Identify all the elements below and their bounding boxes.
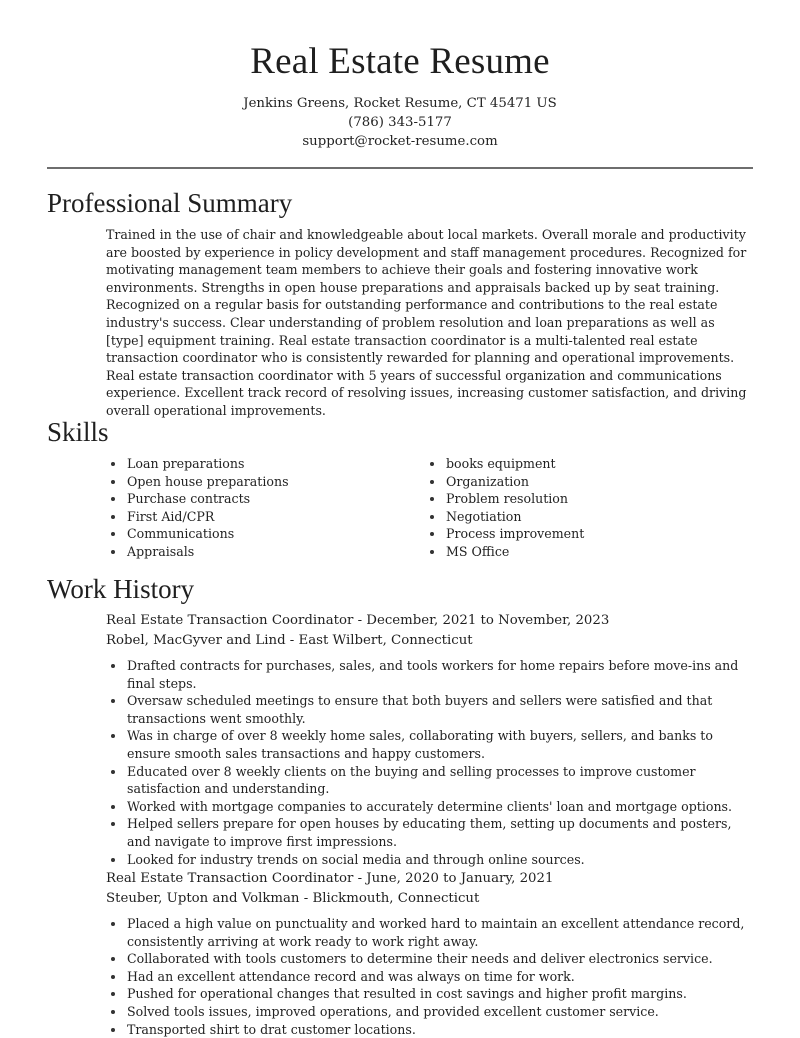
skill-item: Negotiation — [425, 508, 584, 526]
job-bullet: Helped sellers prepare for open houses by educating them, setting up documents and posters, and navigate to improve first impressions. — [106, 815, 756, 850]
skill-item: Process improvement — [425, 525, 584, 543]
job-company-line: Robel, MacGyver and Lind - East Wilbert, Connecticut — [106, 632, 473, 648]
skill-item: Organization — [425, 473, 584, 491]
resume-header — [0, 0, 800, 151]
job-bullet: Placed a high value on punctuality and worked hard to maintain an excellent attendance record, consistently arriving at work ready to work right away. — [106, 915, 756, 950]
job-title-line: Real Estate Transaction Coordinator - December, 2021 to November, 2023 — [106, 613, 610, 628]
phone: (786) 343-5177 — [348, 115, 452, 130]
job-bullet: Looked for industry trends on social media and through online sources. — [106, 851, 756, 869]
job-bullet: Oversaw scheduled meetings to ensure that both buyers and sellers were satisfied and that transactions went smoothly. — [106, 692, 756, 727]
job-bullet: Solved tools issues, improved operations, and provided excellent customer service. — [106, 1003, 756, 1021]
header-divider — [47, 167, 753, 169]
skill-item: Open house preparations — [106, 473, 425, 491]
job-company-line: Steuber, Upton and Volkman - Blickmouth, Connecticut — [106, 890, 480, 906]
job-bullet: Had an excellent attendance record and was always on time for work. — [106, 968, 756, 986]
skill-item: Communications — [106, 525, 425, 543]
skills-column-1 — [106, 455, 425, 561]
skill-item: MS Office — [425, 543, 584, 561]
email: support@rocket-resume.com — [302, 134, 498, 149]
address: Jenkins Greens, Rocket Resume, CT 45471 US — [243, 96, 557, 111]
skill-item: books equipment — [425, 455, 584, 473]
contact-info — [0, 94, 800, 151]
job-title-line: Real Estate Transaction Coordinator - June, 2020 to January, 2021 — [106, 871, 554, 886]
skill-item: First Aid/CPR — [106, 508, 425, 526]
job-bullets — [106, 657, 756, 868]
resume-title: Real Estate Resume — [250, 41, 550, 82]
job-bullet: Drafted contracts for purchases, sales, and tools workers for home repairs before move-ins and final steps. — [106, 657, 756, 692]
job-entry — [106, 611, 756, 868]
job-bullet: Was in charge of over 8 weekly home sales, collaborating with buyers, sellers, and banks to ensure smooth sales transactions and happy customers. — [106, 727, 756, 762]
work-history-heading: Work History — [47, 574, 195, 604]
job-bullet: Collaborated with tools customers to determine their needs and deliver electronics service. — [106, 950, 756, 968]
skills-heading: Skills — [47, 417, 109, 447]
job-entry — [106, 869, 756, 1038]
skill-item: Loan preparations — [106, 455, 425, 473]
summary-heading: Professional Summary — [47, 188, 293, 218]
skills-list — [106, 455, 756, 561]
skill-item: Purchase contracts — [106, 490, 425, 508]
skill-item: Appraisals — [106, 543, 425, 561]
job-bullet: Transported shirt to drat customer locations. — [106, 1021, 756, 1038]
job-bullet: Educated over 8 weekly clients on the buying and selling processes to improve customer satisfaction and understanding. — [106, 763, 756, 798]
job-bullet: Worked with mortgage companies to accurately determine clients' loan and mortgage options. — [106, 798, 756, 816]
summary-text: Trained in the use of chair and knowledgeable about local markets. Overall morale and productivity are boosted by experience in policy development and staff management procedures. Recognized for motivating management team members to achieve their goals and fostering innovative work environments. Strengths in open house preparations and appraisals backed up by seat training. Recognized on a regular basis for outstanding performance and contributions to the real estate industry's success. Clear understanding of problem resolution and loan preparations as well as [type] equipment training. Real estate transaction coordinator is a multi-talented real estate transaction coordinator who is consistently rewarded for planning and operational improvements. Real estate transaction coordinator with 5 years of successful organization and communications experience. Excellent track record of resolving issues, increasing customer satisfaction, and driving overall operational improvements. — [106, 227, 747, 418]
skill-item: Problem resolution — [425, 490, 584, 508]
skills-column-2 — [425, 455, 584, 561]
job-bullet: Pushed for operational changes that resulted in cost savings and higher profit margins. — [106, 985, 756, 1003]
job-bullets — [106, 915, 756, 1038]
